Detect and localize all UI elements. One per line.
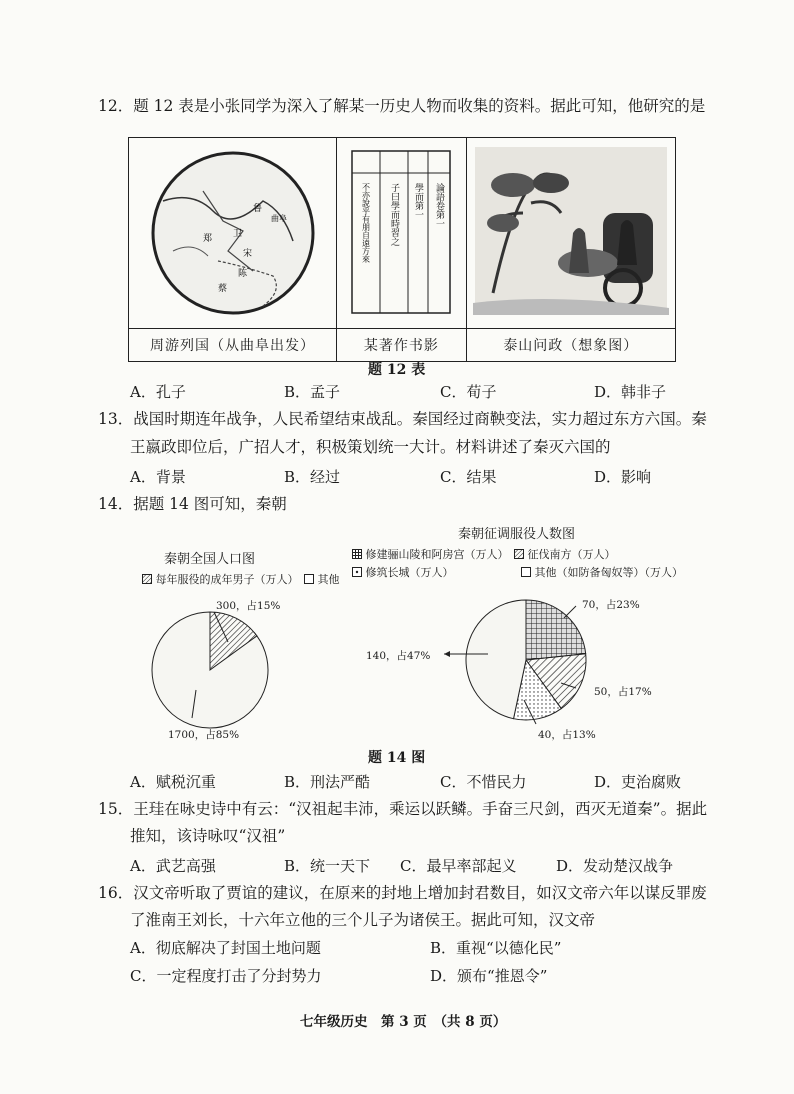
q12-book-cell (337, 138, 467, 329)
book-text-title: 論語卷第一 (434, 183, 445, 228)
chart2-legend-row1 (352, 546, 616, 562)
q16-option-a: A．彻底解决了封国土地问题 (130, 939, 321, 957)
q14-option-d: D．吏治腐败 (594, 773, 682, 791)
map-label-wei: 卫 (232, 229, 242, 239)
q15-option-b: B．统一天下 (284, 857, 371, 875)
legend-empty-swatch (304, 574, 314, 584)
q12-map-image (133, 141, 333, 321)
chart2-label-south: 50，占17% (594, 686, 652, 698)
legend-grid-swatch (352, 549, 362, 559)
legend-empty2-swatch (521, 567, 531, 577)
page-footer: 七年级历史 第 3 页 （共 8 页） (300, 1014, 507, 1030)
q12-painting-image (473, 143, 669, 319)
chart1-label-other: 1700，占85% (168, 729, 240, 741)
q12-map-cell (129, 138, 337, 329)
legend-hatch-swatch (142, 574, 152, 584)
chart2-label-wall: 40，占13% (538, 729, 596, 741)
q16-line1: 16．汉文帝听取了贾谊的建议，在原来的封地上增加封君数目，如汉文帝六年以谋反罪废 (98, 884, 707, 902)
q13-option-d: D．影响 (594, 468, 652, 486)
chart2-arrow-other (444, 651, 450, 657)
q14-option-a: A．赋税沉重 (130, 773, 216, 791)
book-text-chapter: 學而第一 (413, 183, 424, 219)
chart2-legend-tomb: 修建骊山陵和阿房宫（万人） (365, 548, 509, 561)
map-label-zheng: 郑 (202, 234, 212, 244)
q16-option-c: C．一定程度打击了分封势力 (130, 967, 322, 985)
map-label-qufu: 曲阜 (270, 214, 287, 223)
q14-stem: 14．据题 14 图可知，秦朝 (98, 495, 287, 513)
q15-option-d: D．发动楚汉战争 (556, 857, 674, 875)
q14-caption: 题 14 图 (368, 750, 426, 766)
chart1-title: 秦朝全国人口图 (164, 552, 256, 567)
q13-line2: 王嬴政即位后，广招人才，积极策划统一大计。材料讲述了秦灭六国的 (130, 438, 611, 456)
q12-option-b: B．孟子 (284, 383, 341, 401)
chart2-label-tomb: 70，占23% (582, 599, 640, 611)
q15-option-a: A．武艺高强 (130, 857, 216, 875)
legend-dot-swatch (352, 567, 362, 577)
q15-option-c: C．最早率部起义 (400, 857, 517, 875)
q16-option-d: D．颁布“推恩令” (430, 967, 548, 985)
q12-caption: 题 12 表 (368, 362, 426, 378)
map-label-cai: 蔡 (217, 284, 227, 294)
chart2-legend-wall: 修筑长城（万人） (365, 566, 454, 579)
chart2-title: 秦朝征调服役人数图 (458, 527, 576, 542)
chart2-legend-other: 其他（如防备匈奴等）（万人） (534, 566, 683, 579)
chart1-label-men: 300，占15% (216, 600, 281, 612)
q13-option-a: A．背景 (130, 468, 186, 486)
map-label-chen: 陈 (237, 269, 247, 279)
q15-line2: 推知，该诗咏叹“汉祖” (130, 827, 286, 845)
chart2-legend-south: 征伐南方（万人） (527, 548, 616, 561)
q14-option-c: C．不惜民力 (440, 773, 527, 791)
book-text-line1: 子曰學而時習之 (389, 183, 400, 246)
q16-line2: 了淮南王刘长，十六年立他的三个儿子为诸侯王。据此可知，汉文帝 (130, 911, 596, 929)
q12-option-c: C．荀子 (440, 383, 497, 401)
chart2-label-other: 140，占47% (366, 650, 431, 662)
chart2-slice-tomb (526, 600, 586, 660)
q12-option-a: A．孔子 (130, 383, 186, 401)
q12-table (128, 137, 676, 362)
chart1-legend-other: 其他 (317, 573, 340, 586)
q12-stem: 12．题 12 表是小张同学为深入了解某一历史人物而收集的资料。据此可知，他研究的是 (98, 97, 706, 115)
map-label-lu: 鲁 (252, 204, 262, 214)
q16-option-b: B．重视“以德化民” (430, 939, 562, 957)
book-text-line2: 不亦說乎有朋自遠方來 (361, 183, 371, 263)
q12-cell-caption-2: 某著作书影 (337, 329, 467, 362)
map-label-song: 宋 (242, 249, 252, 259)
chart2-slice-other (466, 600, 526, 719)
q13-line1: 13．战国时期连年战争，人民希望结束战乱。秦国经过商鞅变法，实力超过东方六国。秦 (98, 410, 707, 428)
q14-option-b: B．刑法严酷 (284, 773, 371, 791)
q12-book-image (342, 143, 460, 319)
q12-cell-caption-1: 周游列国（从曲阜出发） (129, 329, 337, 362)
q13-option-b: B．经过 (284, 468, 341, 486)
q12-painting-cell (466, 138, 675, 329)
chart2-leader-tomb (564, 606, 576, 618)
q12-option-d: D．韩非子 (594, 383, 667, 401)
q12-cell-caption-3: 泰山问政（想象图） (466, 329, 675, 362)
legend-hatch2-swatch (514, 549, 524, 559)
chart1-legend-men: 每年服役的成年男子（万人） (155, 573, 299, 586)
chart1-legend (142, 571, 340, 587)
q13-option-c: C．结果 (440, 468, 497, 486)
q15-line1: 15．王珪在咏史诗中有云：“汉祖起丰沛，乘运以跃鳞。手奋三尺剑，西灭无道秦”。据此 (98, 800, 708, 818)
chart1-pie (130, 590, 290, 750)
